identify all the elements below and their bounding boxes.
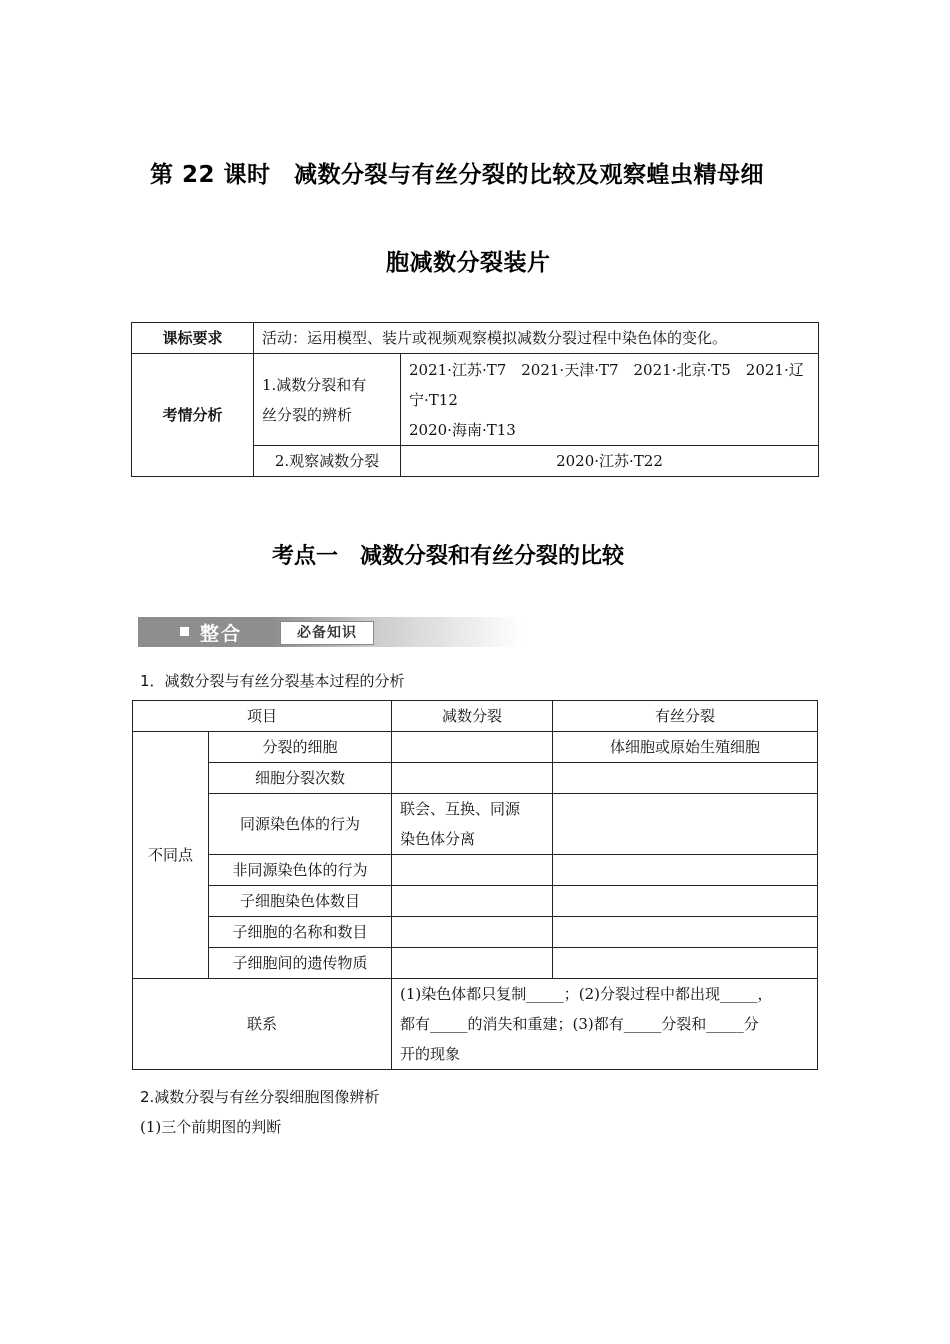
row-mitosis xyxy=(553,948,818,979)
row-meiosis xyxy=(392,886,553,917)
row-item: 子细胞间的遗传物质 xyxy=(209,948,392,979)
topic1-exams-cell xyxy=(401,354,819,446)
link-line3: 开的现象 xyxy=(400,1045,461,1063)
row-meiosis xyxy=(392,794,553,855)
page-title-line1: 第 22 课时 减数分裂与有丝分裂的比较及观察蝗虫精母细 xyxy=(150,162,765,188)
row-mitosis xyxy=(553,763,818,794)
diff-label: 不同点 xyxy=(133,732,209,979)
compare-table xyxy=(132,700,818,1070)
row-meiosis-line1: 联会、互换、同源 xyxy=(400,800,521,818)
item2-heading: 2.减数分裂与有丝分裂细胞图像辨析 xyxy=(140,1088,380,1106)
banner-tag: 必备知识 xyxy=(280,621,374,645)
row-mitosis xyxy=(553,855,818,886)
req-label: 课标要求 xyxy=(132,323,254,354)
topic1-line2: 丝分裂的辨析 xyxy=(262,405,353,424)
topic1-exams-line1: 2021·江苏·T7 2021·天津·T7 2021·北京·T5 2021·辽 xyxy=(409,360,804,379)
row-meiosis xyxy=(392,763,553,794)
row-item: 同源染色体的行为 xyxy=(209,794,392,855)
header-meiosis: 减数分裂 xyxy=(392,701,553,732)
section-heading: 考点一 减数分裂和有丝分裂的比较 xyxy=(272,544,625,569)
section-banner xyxy=(138,617,522,649)
row-mitosis: 体细胞或原始生殖细胞 xyxy=(553,732,818,763)
page-title-line2: 胞减数分裂装片 xyxy=(386,250,551,276)
topic1-exams-line3: 2020·海南·T13 xyxy=(409,420,516,439)
row-meiosis xyxy=(392,948,553,979)
item1-heading: 1．减数分裂与有丝分裂基本过程的分析 xyxy=(140,672,405,690)
link-label: 联系 xyxy=(133,979,392,1070)
item2-sub: (1)三个前期图的判断 xyxy=(140,1118,282,1136)
link-text xyxy=(392,979,818,1070)
row-item: 子细胞的名称和数目 xyxy=(209,917,392,948)
row-item: 非同源染色体的行为 xyxy=(209,855,392,886)
row-mitosis xyxy=(553,794,818,855)
row-item: 子细胞染色体数目 xyxy=(209,886,392,917)
row-item: 细胞分裂次数 xyxy=(209,763,392,794)
row-meiosis-line2: 染色体分离 xyxy=(400,830,476,848)
row-meiosis xyxy=(392,855,553,886)
row-meiosis xyxy=(392,917,553,948)
row-meiosis xyxy=(392,732,553,763)
topic1-line1: 1.减数分裂和有 xyxy=(262,375,367,394)
topic1-exams-line2: 宁·T12 xyxy=(409,390,458,409)
row-mitosis xyxy=(553,917,818,948)
info-table xyxy=(131,322,819,477)
topic2-exams: 2020·江苏·T22 xyxy=(401,446,819,477)
link-line1: (1)染色体都只复制_____；(2)分裂过程中都出现_____， xyxy=(400,985,773,1003)
banner-label: 整合 xyxy=(200,623,243,645)
header-mitosis: 有丝分裂 xyxy=(553,701,818,732)
header-item: 项目 xyxy=(133,701,392,732)
link-line2: 都有_____的消失和重建；(3)都有_____分裂和_____分 xyxy=(400,1015,759,1033)
topic1-cell xyxy=(254,354,401,446)
banner-square-icon xyxy=(180,627,189,636)
row-mitosis xyxy=(553,886,818,917)
topic2: 2.观察减数分裂 xyxy=(254,446,401,477)
req-text: 活动：运用模型、装片或视频观察模拟减数分裂过程中染色体的变化。 xyxy=(254,323,819,354)
analysis-label: 考情分析 xyxy=(132,354,254,477)
row-item: 分裂的细胞 xyxy=(209,732,392,763)
